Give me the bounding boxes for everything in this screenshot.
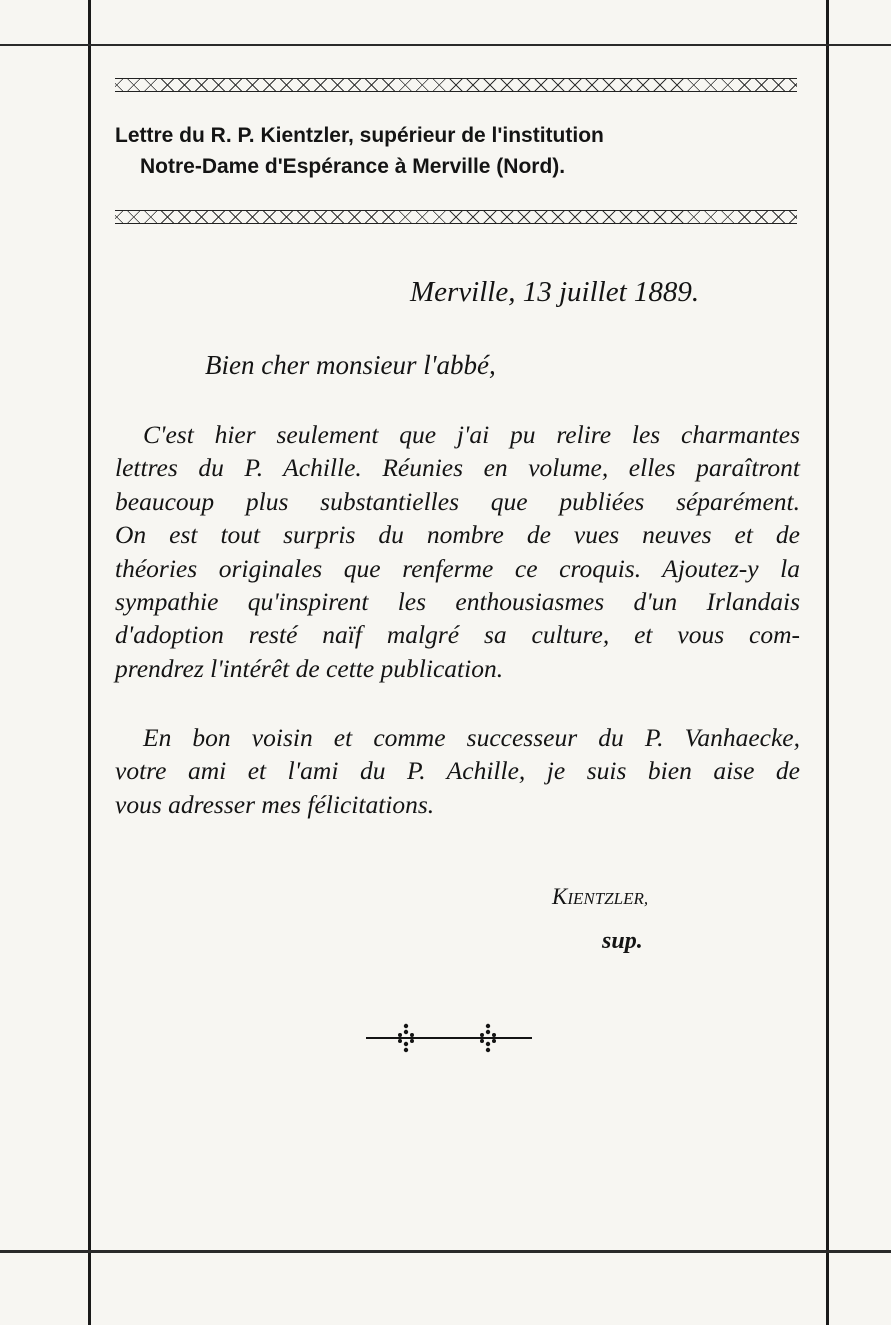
text-line: théories originales que renferme ce croquis. Ajoutez-y la xyxy=(115,553,800,583)
signature-rest: IENTZLER, xyxy=(567,889,649,908)
text-line: sympathie qu'inspirent les enthousiasmes d'un Irlandais xyxy=(115,587,800,617)
salutation: Bien cher monsieur l'abbé, xyxy=(205,350,496,380)
tailpiece-ornament-icon xyxy=(366,1022,532,1054)
top-frame-rule xyxy=(0,44,891,46)
text-line: prendrez l'intérêt de cette publication. xyxy=(115,653,504,683)
ornamental-band-top xyxy=(115,78,797,92)
left-frame-rule xyxy=(88,0,91,1325)
text-line: On est tout surpris du nombre de vues neuves et de xyxy=(115,520,800,550)
text-line: votre ami et l'ami du P. Achille, je suis bien aise de xyxy=(115,756,800,786)
right-frame-rule xyxy=(826,0,829,1325)
signature-initial: K xyxy=(552,884,568,909)
text-line: d'adoption resté naïf malgré sa culture, et vous com- xyxy=(115,620,800,650)
letter-heading xyxy=(115,120,815,182)
heading-line-2: Notre-Dame d'Espérance à Merville (Nord). xyxy=(140,155,566,178)
paragraph-2 xyxy=(115,721,800,821)
dateline: Merville, 13 juillet 1889. xyxy=(410,276,700,308)
text-line: beaucoup plus substantielles que publiées séparément. xyxy=(115,486,800,516)
text-line: C'est hier seulement que j'ai pu relire les charmantes xyxy=(143,420,800,449)
signature xyxy=(552,884,648,910)
signature-title: sup. xyxy=(602,928,643,954)
text-line: vous adresser mes félicitations. xyxy=(115,789,435,819)
text-line: lettres du P. Achille. Réunies en volume, elles paraîtront xyxy=(115,453,800,483)
bottom-frame-rule xyxy=(0,1250,891,1253)
text-line: En bon voisin et comme successeur du P. Vanhaecke, xyxy=(143,723,800,752)
ornamental-band-bottom xyxy=(115,210,797,224)
paragraph-1 xyxy=(115,418,800,685)
heading-line-1: Lettre du R. P. Kientzler, supérieur de l'institution xyxy=(115,124,604,147)
